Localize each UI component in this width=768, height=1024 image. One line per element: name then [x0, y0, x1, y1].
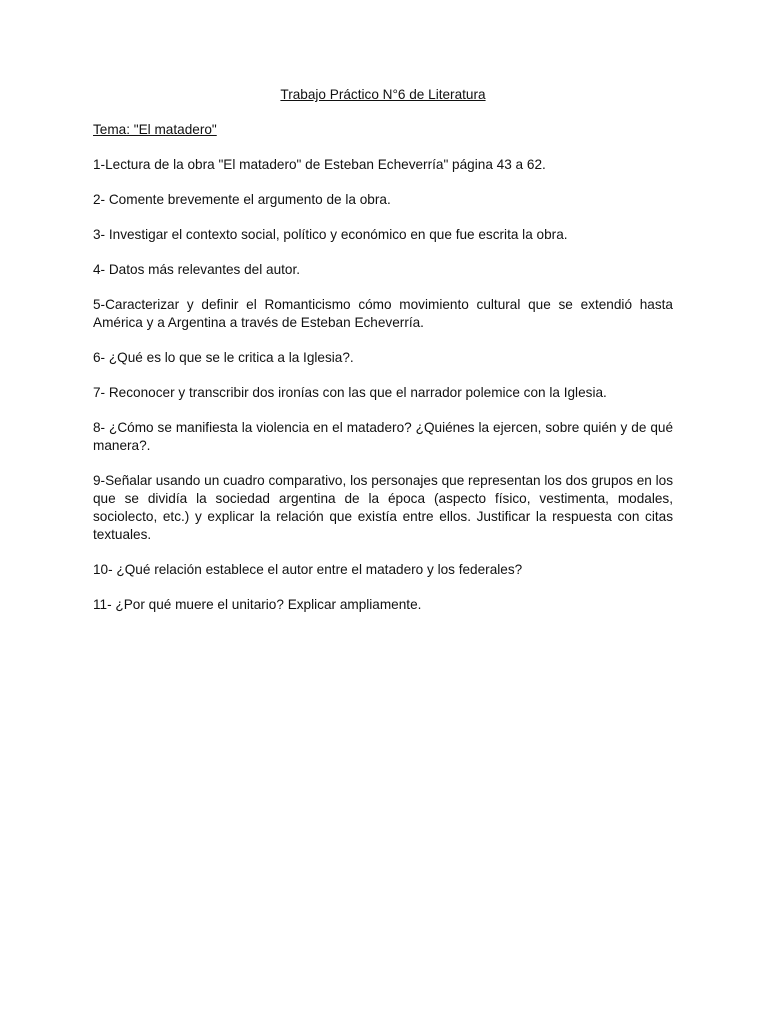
question-item-8: 8- ¿Cómo se manifiesta la violencia en el matadero? ¿Quiénes la ejercen, sobre quién y de qué manera?.: [93, 420, 673, 453]
question-item-7: 7- Reconocer y transcribir dos ironías con las que el narrador polemice con la Iglesia.: [93, 385, 607, 400]
question-item-6: 6- ¿Qué es lo que se le critica a la Iglesia?.: [93, 350, 354, 365]
question-item-5: 5-Caracterizar y definir el Romanticismo cómo movimiento cultural que se extendió hasta América y a Argentina a través de Esteban Echeverría.: [93, 297, 673, 330]
question-item-2: 2- Comente brevemente el argumento de la obra.: [93, 192, 391, 207]
question-item-3: 3- Investigar el contexto social, político y económico en que fue escrita la obra.: [93, 227, 568, 242]
question-item-1: 1-Lectura de la obra "El matadero" de Esteban Echeverría" página 43 a 62.: [93, 157, 546, 172]
question-item-9: 9-Señalar usando un cuadro comparativo, los personajes que representan los dos grupos en los que se dividía la sociedad argentina de la época (aspecto físico, vestimenta, modales, sociolecto, etc.) y explicar la relación que existía entre ellos. Justificar la respuesta con citas textuales.: [93, 473, 673, 542]
document-topic: Tema: "El matadero": [93, 122, 217, 137]
document-page: [93, 86, 673, 631]
question-item-4: 4- Datos más relevantes del autor.: [93, 262, 301, 277]
question-item-10: 10- ¿Qué relación establece el autor entre el matadero y los federales?: [93, 562, 523, 577]
question-item-11: 11- ¿Por qué muere el unitario? Explicar ampliamente.: [93, 597, 422, 612]
document-title: Trabajo Práctico N°6 de Literatura: [280, 87, 486, 102]
